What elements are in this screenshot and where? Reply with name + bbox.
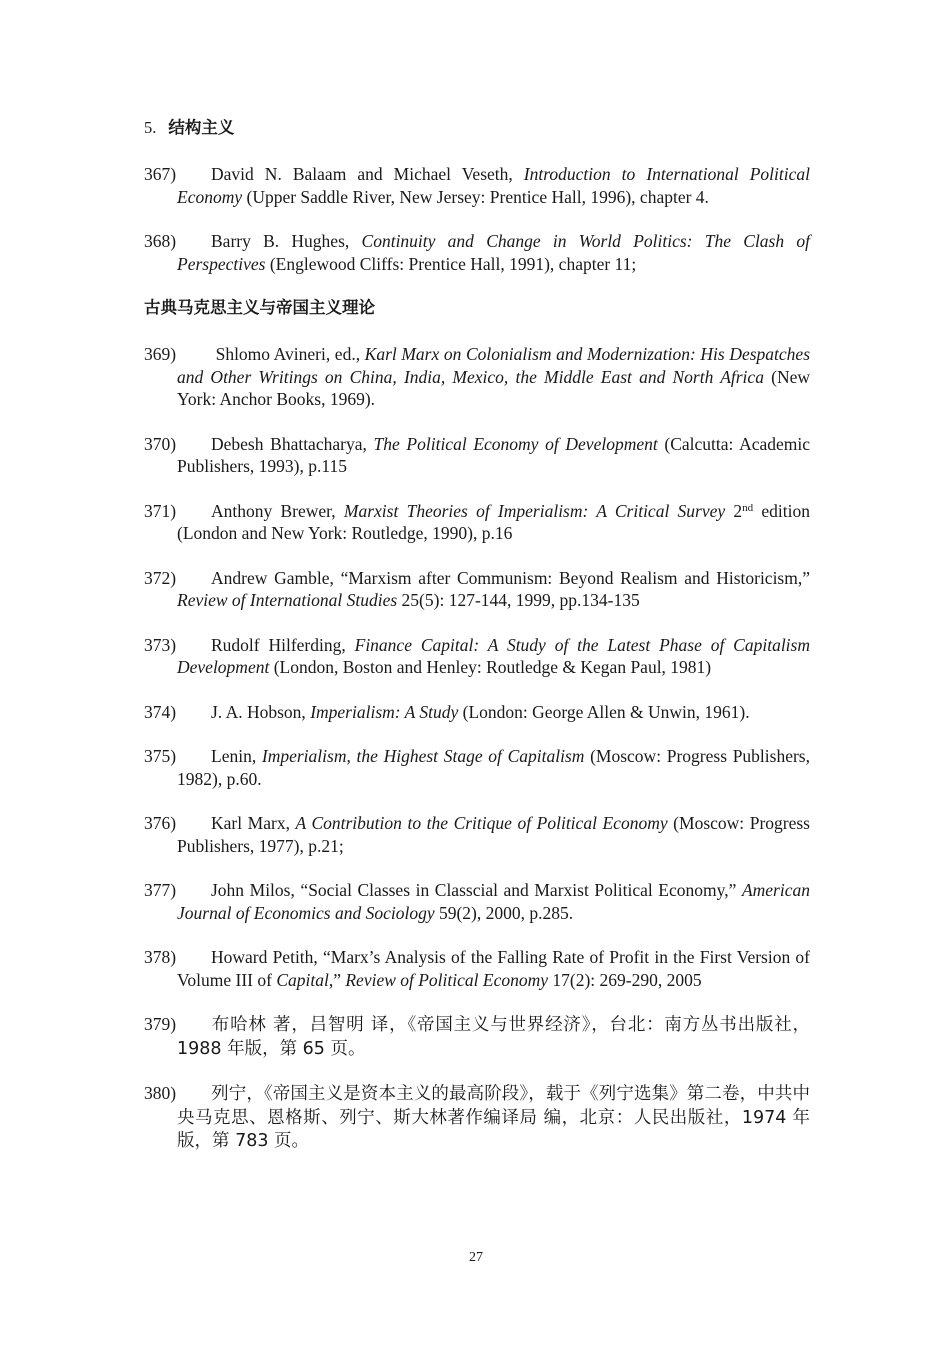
reference-text: (London: George Allen & Unwin, 1961).	[458, 701, 750, 722]
reference-entry	[144, 879, 810, 924]
reference-title: Finance Capital: A Study of the Latest Phase of Capitalism Development	[177, 634, 810, 677]
reference-text: 17(2): 269-290, 2005	[548, 969, 702, 990]
section-number: 5.	[144, 118, 157, 137]
reference-number: 376)	[144, 813, 177, 833]
section-title: 古典马克思主义与帝国主义理论	[144, 298, 375, 317]
reference-number: 377)	[144, 880, 177, 900]
reference-title: Review of Political Economy	[345, 969, 549, 990]
reference-number: 380)	[144, 1083, 177, 1103]
reference-text: David N. Balaam and Michael Veseth,	[211, 164, 524, 184]
reference-text: Shlomo Avineri, ed.,	[211, 344, 365, 364]
reference-entry	[144, 567, 810, 612]
reference-number: 370)	[144, 433, 177, 454]
reference-list-structuralism	[144, 163, 810, 275]
reference-title: Introduction to International Political Economy	[177, 164, 810, 207]
reference-text: edition (London and New York: Routledge, 1990), p.16	[177, 500, 810, 543]
reference-text: Andrew Gamble, “Marxism after Communism: Beyond Realism and Historicism,”	[211, 567, 810, 588]
reference-entry	[144, 433, 810, 478]
reference-title: Review of International Studies	[177, 590, 398, 610]
reference-text: 59(2), 2000, p.285.	[434, 902, 574, 923]
reference-text: (Moscow: Progress Publishers, 1982), p.60.	[177, 746, 810, 789]
section-heading-classical-marxism	[144, 297, 810, 319]
reference-entry	[144, 634, 810, 679]
reference-number: 379)	[144, 1014, 177, 1034]
reference-entry	[144, 812, 810, 857]
reference-text: 布哈林 著，吕智明 译，《帝国主义与世界经济》，台北：南方丛书出版社，1988 年版，第 65 页。	[177, 1015, 810, 1059]
reference-text: John Milos, “Social Classes in Classcial and Marxist Political Economy,”	[211, 880, 742, 900]
reference-text: Howard Petith, “Marx’s Analysis of the Falling Rate of Profit in the First Version of Volume III of	[177, 947, 810, 990]
reference-entry	[144, 1082, 810, 1153]
reference-number: 375)	[144, 746, 177, 766]
reference-text: (New York: Anchor Books, 1969).	[177, 366, 811, 409]
reference-title: Imperialism: A Study	[310, 701, 459, 722]
reference-text: ,”	[328, 969, 346, 990]
reference-number: 371)	[144, 500, 177, 521]
reference-title: A Contribution to the Critique of Political Economy	[295, 813, 668, 833]
reference-text: (Calcutta: Academic Publishers, 1993), p.115	[177, 433, 811, 476]
reference-text: 列宁，《帝国主义是资本主义的最高阶段》，载于《列宁选集》第二卷，中共中央马克思、恩格斯、列宁、斯大林著作编译局 编，北京：人民出版社，1974 年版，第 783 页。	[177, 1084, 810, 1151]
page-number: 27	[469, 1250, 483, 1265]
reference-entry	[144, 745, 810, 790]
reference-entry	[144, 500, 810, 545]
reference-text: Rudolf Hilferding,	[211, 634, 355, 655]
reference-number: 368)	[144, 231, 177, 251]
reference-entry	[144, 163, 810, 208]
section-heading-structuralism	[144, 117, 810, 139]
reference-title: Marxist Theories of Imperialism: A Critical Survey	[343, 500, 726, 521]
reference-entry	[144, 946, 810, 991]
reference-number: 369)	[144, 344, 177, 364]
reference-text: 25(5): 127-144, 1999, pp.134-135	[397, 590, 640, 610]
reference-entry	[144, 701, 810, 724]
reference-list-classical-marxism	[144, 343, 810, 1153]
reference-title: Capital	[276, 969, 329, 990]
reference-text: 2	[725, 500, 743, 521]
reference-title: The Political Economy of Development	[373, 433, 658, 454]
reference-number: 367)	[144, 164, 177, 184]
reference-entry	[144, 1013, 810, 1060]
reference-number: 378)	[144, 947, 177, 967]
reference-text: (London, Boston and Henley: Routledge & Kegan Paul, 1981)	[269, 657, 712, 677]
reference-text: (Moscow: Progress Publishers, 1977), p.21;	[177, 813, 810, 856]
reference-text: Debesh Bhattacharya,	[211, 433, 374, 454]
reference-text: (Upper Saddle River, New Jersey: Prentice Hall, 1996), chapter 4.	[242, 186, 709, 207]
section-title: 结构主义	[168, 118, 235, 137]
reference-text: Barry B. Hughes,	[211, 231, 362, 251]
reference-text: nd	[742, 501, 754, 514]
bibliography-content	[144, 117, 810, 1175]
reference-number: 374)	[144, 701, 177, 722]
reference-title: Karl Marx on Colonialism and Modernization: His Despatches and Other Writings on China, India, Mexico, the Middle East and North Africa	[177, 344, 810, 387]
reference-text: Lenin,	[211, 746, 262, 766]
reference-text: J. A. Hobson,	[211, 701, 311, 722]
reference-entry	[144, 343, 810, 411]
reference-number: 373)	[144, 634, 177, 655]
reference-text: Karl Marx,	[211, 813, 296, 833]
reference-entry	[144, 230, 810, 275]
reference-text: Anthony Brewer,	[211, 500, 344, 521]
reference-title: Continuity and Change in World Politics: The Clash of Perspectives	[177, 231, 810, 274]
reference-number: 372)	[144, 567, 177, 588]
reference-title: Imperialism, the Highest Stage of Capitalism	[261, 746, 585, 766]
reference-title: American Journal of Economics and Sociology	[177, 880, 810, 923]
reference-text: (Englewood Cliffs: Prentice Hall, 1991), chapter 11;	[265, 253, 637, 274]
